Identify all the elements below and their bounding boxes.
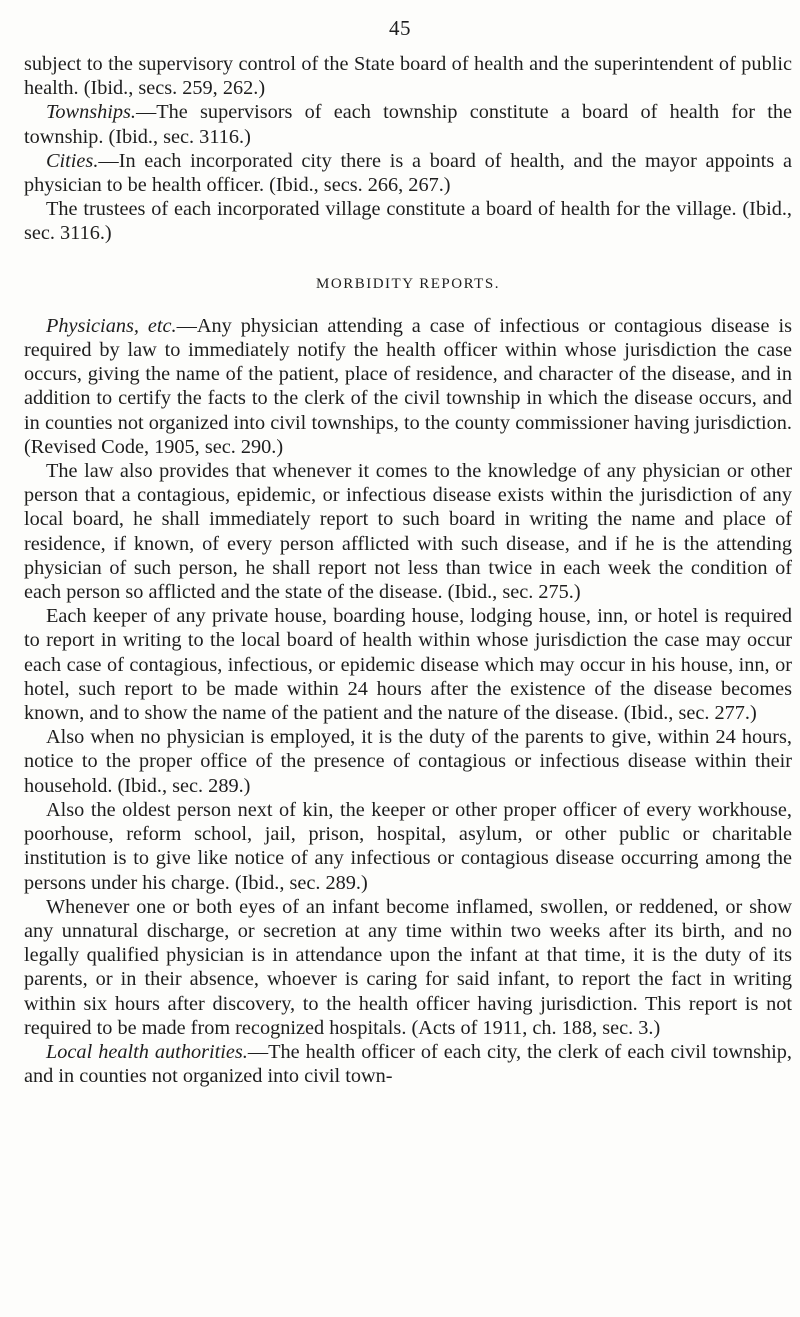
paragraph-physicians	[24, 314, 792, 459]
paragraph-cities	[24, 149, 792, 197]
paragraph-lead: Physicians, etc.	[46, 314, 177, 337]
paragraph-text: The trustees of each incorporated village constitute a board of health for the village. (Ibid., sec. 3116.)	[24, 198, 792, 245]
paragraph-lead: Cities.	[46, 149, 99, 172]
paragraph-text: The law also provides that whenever it comes to the knowledge of any physician or other person that a contagious, epidemic, or infectious disease exists within the jurisdiction of any local board, he shall immediately report to such board in writing the name and place of residence, if known, of every person afflicted with such disease, and if he is the attending physician of such person, he shall report not less than twice in each week the condition of each person so afflicted and the state of the disease. (Ibid., sec. 275.)	[24, 460, 792, 604]
paragraph-text: Whenever one or both eyes of an infant become inflamed, swollen, or reddened, or show any unnatural discharge, or secretion at any time within two weeks after its birth, and no legally qualified physician is in attendance upon the infant at that time, it is the duty of its parents, or in their absence, whoever is caring for said infant, to report the fact in writing within six hours after discovery, to the health officer having jurisdiction. This report is not required to be made from recognized hospitals. (Acts of 1911, ch. 188, sec. 3.)	[24, 895, 792, 1039]
paragraph-knowledge	[24, 459, 792, 604]
paragraph-villages	[24, 197, 792, 245]
paragraph-text: Also the oldest person next of kin, the keeper or other proper officer of every workhouse, poorhouse, reform school, jail, prison, hospital, asylum, or other public or charitable institution is to give like notice of any infectious or contagious disease occurring among the persons under his charge. (Ibid., sec. 289.)	[24, 798, 792, 894]
paragraph-text: —The health officer of each city, the clerk of each civil township, and in counties not organized into civil town-	[24, 1040, 792, 1088]
paragraph-institutions	[24, 798, 792, 895]
paragraph-infant-eyes	[24, 895, 792, 1040]
paragraph-text: —The supervisors of each township constitute a board of health for the township. (Ibid., sec. 3116.)	[24, 101, 792, 148]
paragraph-text: subject to the supervisory control of the State board of health and the superintendent of public health. (Ibid., secs. 259, 262.)	[24, 53, 792, 100]
paragraph-keepers	[24, 604, 792, 725]
paragraph-text: —Any physician attending a case of infectious or contagious disease is required by law to immediately notify the health officer within whose jurisdiction the case occurs, giving the name of the patient, place of residence, and character of the disease, and in addition to certify the facts to the clerk of the civil township in which the disease occurs, and in counties not organized into civil townships, to the county commissioner having jurisdiction. (Revised Code, 1905, sec. 290.)	[24, 314, 792, 458]
paragraph-local-authorities	[24, 1040, 792, 1088]
body-text	[24, 52, 792, 1088]
paragraph-text: Also when no physician is employed, it is the duty of the parents to give, within 24 hours, notice to the proper office of the presence of contagious or infectious disease within their household. (Ibid., sec. 289.)	[24, 726, 792, 797]
paragraph-text: —In each incorporated city there is a board of health, and the mayor appoints a physician to be health officer. (Ibid., secs. 266, 267.)	[24, 149, 792, 197]
paragraph-text: Each keeper of any private house, boarding house, lodging house, inn, or hotel is required to report in writing to the local board of health within whose jurisdiction the case may occur each case of contagious, infectious, or epidemic disease which may occur in his house, inn, or hotel, such report to be made within 24 hours after the existence of the disease becomes known, and to show the name of the patient and the nature of the disease. (Ibid., sec. 277.)	[24, 605, 792, 725]
paragraph-lead: Local health authorities.	[46, 1040, 248, 1063]
page-number: 45	[389, 16, 411, 40]
paragraph-parents	[24, 725, 792, 798]
paragraph-continuation	[24, 52, 792, 100]
section-heading: MORBIDITY REPORTS.	[316, 275, 500, 292]
paragraph-townships	[24, 100, 792, 148]
paragraph-lead: Townships.	[46, 101, 136, 124]
